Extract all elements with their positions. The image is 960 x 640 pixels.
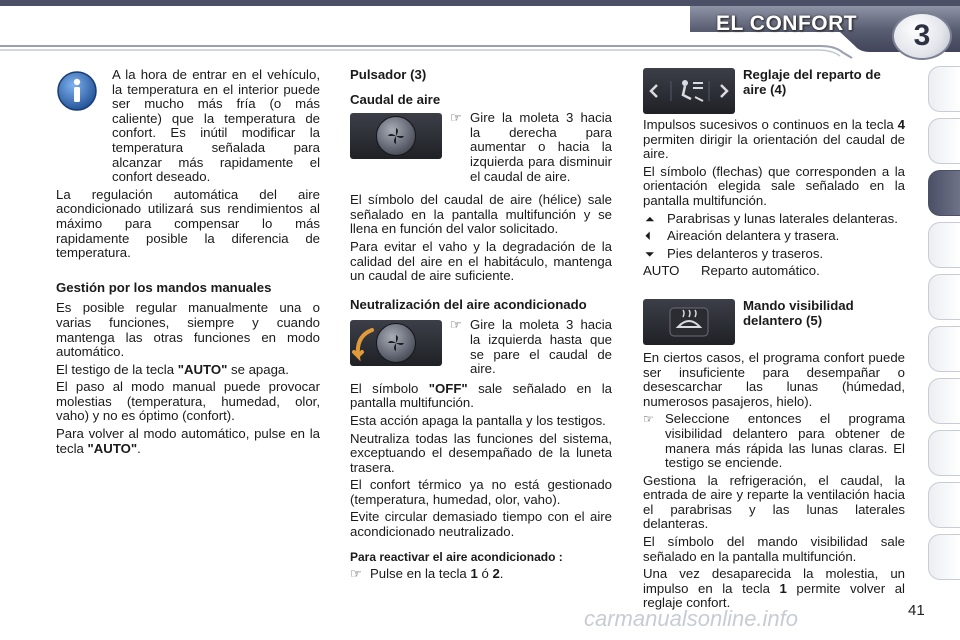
- side-tab-3-active[interactable]: [928, 170, 960, 216]
- distribution-item-feet: ⏷ Pies delanteros y traseros.: [645, 245, 824, 261]
- flow-bullet-text: Gire la moleta 3 hacia la derecha para aumentar o hacia la izquierda para disminuir el caudal de aire.: [470, 110, 612, 184]
- distribution-text-2: El símbolo (flechas) que corresponden a la orientación elegida sale señalado en la pantalla multifunción.: [643, 163, 905, 208]
- windscreen-defrost-thumbnail: [643, 299, 735, 345]
- fog-text: Para evitar el vaho y la degradación de la calidad del aire en el habitáculo, mantenga un caudal de aire suficiente.: [350, 238, 612, 284]
- fan-knob-icon: [376, 116, 416, 156]
- column-3: [643, 68, 905, 614]
- visibility-block: [643, 299, 905, 349]
- arrow-down-icon: ⏷: [645, 246, 655, 261]
- side-tab-1[interactable]: [928, 66, 960, 112]
- side-tab-10[interactable]: [928, 534, 960, 580]
- pulsador-heading: Pulsador (3): [350, 67, 427, 82]
- visibility-bullet: ☞ Seleccione entonces el programa visibilidad delantero para obtener de manera más rápida las lunas claras. El testigo se enciende.: [643, 411, 905, 471]
- distribution-text-1: Impulsos sucesivos o continuos en la tecla 4 permiten dirigir la orientación del caudal de aire.: [643, 117, 905, 162]
- distribution-item-auto: AUTO Reparto automático.: [643, 263, 820, 279]
- column-1: [56, 68, 320, 459]
- regulation-text: La regulación automática del aire acondicionado utilizará sus rendimientos al máximo para compensar lo más rapidamente posible la diferencia de temperatura.: [56, 186, 320, 261]
- air-distribution-icon: [647, 75, 731, 107]
- page-number: 41: [908, 602, 925, 619]
- page-title: EL CONFORT: [716, 12, 858, 35]
- chapter-number: 3: [913, 18, 931, 52]
- arrow-left-icon: ⏴: [645, 229, 652, 244]
- hand-pointer-icon: ☞: [450, 317, 462, 333]
- flow-heading: Caudal de aire: [350, 91, 441, 107]
- reactivate-heading: Para reactivar el aire acondicionado :: [350, 549, 563, 564]
- side-tab-9[interactable]: [928, 482, 960, 528]
- visibility-text-2: Gestiona la refrigeración, el caudal, la entrada de aire y reparte la ventilación hacia el parabrisas y las lunas laterales delanteras.: [643, 472, 905, 532]
- visibility-text-3: El símbolo del mando visibilidad sale señalado en la pantalla multifunción.: [643, 534, 905, 564]
- manual-text-3: El paso al modo manual puede provocar molestias (temperatura, humedad, olor, vaho) y no es óptimo (confort).: [56, 379, 320, 424]
- avoid-text: Evite circular demasiado tiempo con el aire acondicionado neutralizado.: [350, 509, 612, 540]
- auto-label: AUTO: [643, 263, 680, 279]
- rotate-left-arrow-icon: [352, 326, 378, 362]
- side-tab-8[interactable]: [928, 430, 960, 476]
- distribution-block: [643, 68, 905, 118]
- column-2: [350, 68, 612, 585]
- hand-pointer-icon: ☞: [350, 566, 362, 582]
- side-tab-5[interactable]: [928, 274, 960, 320]
- manual-text-4: Para volver al modo automático, pulse en la tecla "AUTO".: [56, 426, 320, 456]
- watermark: carmanualsonline.info: [584, 606, 799, 631]
- ac-bullet-text: Gire la moleta 3 hacia la izquierda hasta que se pare el caudal de aire.: [470, 317, 612, 377]
- chapter-badge: [892, 12, 952, 60]
- manual-text-1: Es posible regular manualmente una o varias funciones, siempre y cuando mantenga las otras funciones en modo automático.: [56, 300, 320, 360]
- fan-knob-icon: [376, 323, 416, 363]
- action-text: Esta acción apaga la pantalla y los testigos.: [350, 412, 606, 428]
- neutral-text: Neutraliza todas las funciones del sistema, exceptuando el desempañado de la luneta trasera.: [350, 430, 612, 475]
- distribution-item-windscreen: ⏶ Parabrisas y lunas laterales delanteras.: [645, 210, 898, 226]
- side-tab-2[interactable]: [928, 118, 960, 164]
- reactivate-text: ☞ Pulse en la tecla 1 ó 2.: [350, 566, 504, 582]
- manual-heading: Gestión por los mandos manuales: [56, 279, 272, 295]
- flow-text: El símbolo del caudal de aire (hélice) sale señalado en la pantalla multifunción y se llena en función del valor solicitado.: [350, 192, 612, 237]
- fan-knob-thumbnail: [350, 113, 442, 159]
- info-icon: [56, 70, 98, 112]
- air-distribution-thumbnail: [643, 68, 735, 114]
- visibility-text-1: En ciertos casos, el programa confort puede ser insuficiente para desempañar o desescarchar las lunas (húmedad, numerosos pasajeros, hielo).: [643, 349, 905, 409]
- hand-pointer-icon: ☞: [643, 412, 654, 427]
- ac-block: [350, 318, 612, 379]
- thermal-text: El confort térmico ya no está gestionado (temperatura, humedad, olor, vaho).: [350, 477, 612, 507]
- intro-text: A la hora de entrar en el vehículo, la temperatura en el interior puede ser mucho más fría (o más caliente) que la temperatura de confort. Es inútil modificar la temperatura señalada para alcanzar más rapidamente el confort deseado.: [112, 67, 320, 185]
- arrow-up-icon: ⏶: [645, 211, 655, 226]
- hand-pointer-icon: ☞: [450, 110, 462, 126]
- windscreen-defrost-icon: [669, 307, 709, 337]
- side-tab-4[interactable]: [928, 222, 960, 268]
- side-tab-6[interactable]: [928, 326, 960, 372]
- distribution-heading: Reglaje del reparto de aire (4): [743, 67, 881, 97]
- off-text: El símbolo "OFF" sale señalado en la pantalla multifunción.: [350, 380, 613, 411]
- distribution-item-ventilation: ⏴ Aireación delantera y trasera.: [645, 228, 840, 244]
- flow-block: [350, 111, 612, 191]
- visibility-heading: Mando visibilidad delantero (5): [743, 297, 854, 328]
- visibility-text-4: Una vez desaparecida la molestia, un impulso en la tecla 1 permite volver al reglaje confort.: [643, 566, 905, 611]
- fan-knob-off-thumbnail: [350, 320, 442, 366]
- manual-text-2: El testigo de la tecla "AUTO" se apaga.: [56, 361, 289, 377]
- ac-heading: Neutralización del aire acondicionado: [350, 296, 587, 312]
- side-tab-7[interactable]: [928, 378, 960, 424]
